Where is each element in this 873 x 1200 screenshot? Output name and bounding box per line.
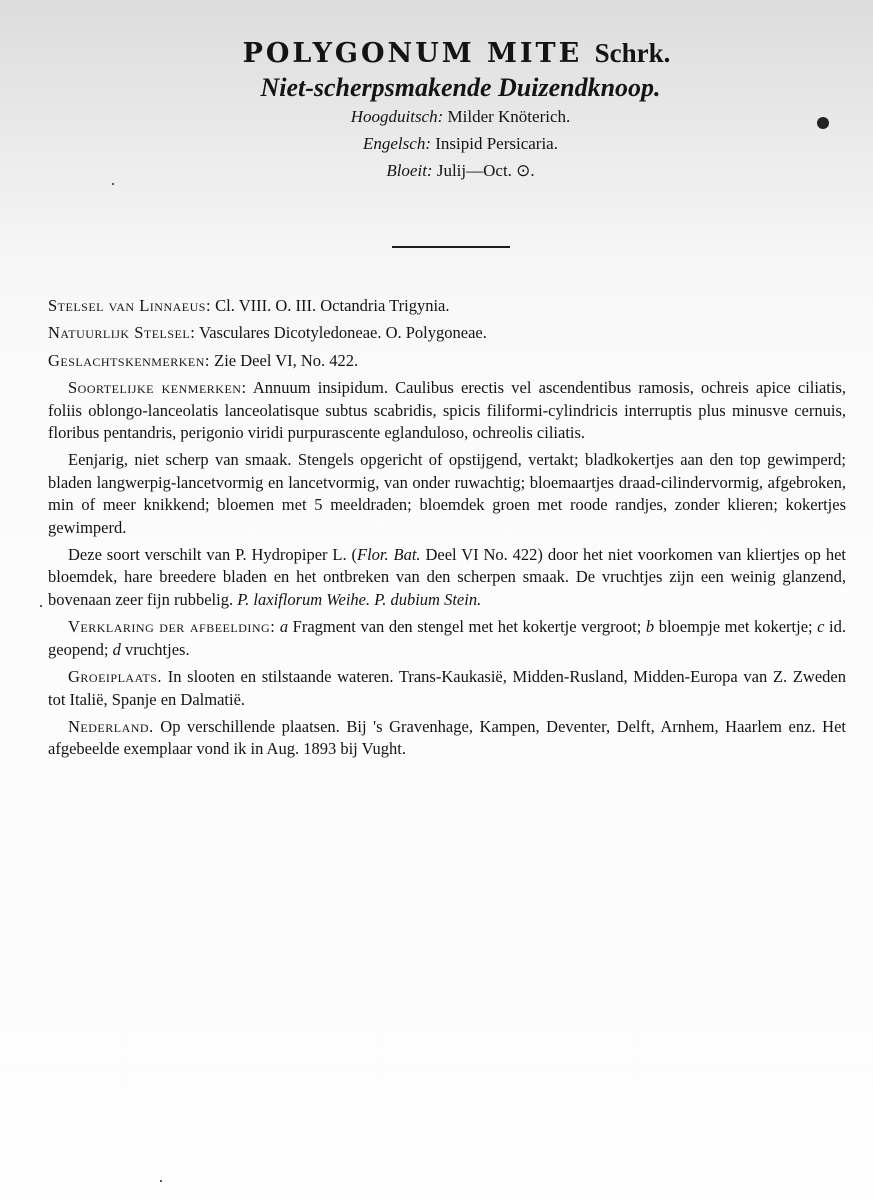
species-authority: Schrk.: [594, 38, 671, 68]
figure-key-d: d: [112, 639, 121, 659]
figure-text-c: id. geopend;: [48, 617, 847, 659]
german-name: Milder Knöterich.: [447, 107, 571, 126]
figure-text-a: Fragment van den stengel met het kokertje vergroot;: [288, 617, 646, 637]
natuurlijk-stelsel-label: Natuurlijk Stelsel:: [48, 323, 196, 343]
species-name: POLYGONUM MITE: [242, 38, 583, 69]
geslachtskenmerken-label: Geslachtskenmerken:: [48, 350, 211, 370]
species-title: [40, 34, 873, 73]
figure-text-d: vruchtjes.: [120, 639, 190, 659]
scan-speck: [160, 1180, 162, 1182]
geslachtskenmerken-text: Zie Deel VI, No. 422.: [214, 350, 359, 370]
dutch-common-name: Niet-scherpsmakende Duizendknoop.: [260, 73, 661, 102]
synonyms: P. laxiflorum Weihe. P. dubium Stein.: [237, 589, 482, 609]
nederland: [48, 716, 846, 761]
natuurlijk-stelsel: [48, 322, 846, 344]
soortelijke-text: Annuum insipidum. Caulibus erectis vel ascendentibus ramosis, ochreis apice ciliatis, foliis oblongo-lanceolatis lanceolatisque subtus scabridis, spicis filiformi-cylindricis interruptis plus minusve cernuis, floribus pentandris, perigonio viridi purpurascente eglanduloso, ochreolis ciliatis.: [48, 378, 847, 443]
divider-rule: [392, 246, 510, 248]
description-paragraph: Eenjarig, niet scherp van smaak. Stengels opgericht of opstijgend, vertakt; bladkokertjes aan den top gewimperd; bladen langwerpig-lancetvormig en lancetvormig, van onder ruwachtig; bloemaartjes draad-cilindervormig, afgebroken, min of meer knikkend; bloemen met 5 meeldraden; bloemdek groen met roode randjes, zonder klieren; kokertjes gewimperd.: [48, 450, 846, 537]
german-name-line: [48, 103, 873, 130]
german-label: Hoogduitsch:: [350, 107, 444, 126]
scan-speck: [112, 183, 114, 185]
groeiplaats-text: In slooten en stilstaande wateren. Trans-Kaukasië, Midden-Rusland, Midden-Europa van Z. Zweden tot Italië, Spanje en Dalmatië.: [48, 667, 846, 709]
flora-reference: Flor. Bat.: [357, 545, 421, 565]
bloom-value: Julij—Oct. ⊙.: [436, 161, 535, 180]
nederland-label: Nederland.: [68, 716, 154, 736]
scan-speck: [817, 117, 829, 129]
verklaring-label: Verklaring der afbeelding:: [68, 617, 276, 637]
figure-key-b: b: [645, 617, 655, 637]
comparison-before: Deze soort verschilt van P. Hydropiper L. (: [68, 545, 357, 565]
bloom-line: [48, 157, 873, 184]
comparison-paragraph: [48, 544, 846, 611]
figure-text-b: bloempje met kokertje;: [654, 617, 818, 637]
body-text: [48, 295, 846, 761]
english-name: Insipid Persicaria.: [435, 134, 558, 153]
geslachtskenmerken: [48, 350, 846, 372]
figure-key-a: a: [279, 617, 289, 637]
english-label: Engelsch:: [363, 134, 431, 153]
groeiplaats-label: Groeiplaats.: [68, 667, 163, 687]
verklaring-afbeelding: [48, 616, 846, 661]
english-name-line: [48, 130, 873, 157]
soortelijke-kenmerken: [48, 377, 846, 444]
bloom-label: Bloeit:: [386, 161, 433, 180]
nederland-text: Op verschillende plaatsen. Bij 's Gravenhage, Kampen, Deventer, Delft, Arnhem, Haarlem enz. Het afgebeelde exemplaar vond ik in Aug. 1893 bij Vught.: [48, 716, 846, 759]
stelsel-linnaeus-label: Stelsel van Linnaeus:: [48, 296, 212, 315]
groeiplaats: [48, 666, 846, 711]
stelsel-linnaeus: [48, 295, 846, 317]
scan-speck: [40, 605, 42, 607]
natuurlijk-stelsel-text: Vasculares Dicotyledoneae. O. Polygoneae.: [199, 323, 487, 343]
figure-key-c: c: [817, 617, 825, 637]
stelsel-linnaeus-text: Cl. VIII. O. III. Octandria Trigynia.: [215, 296, 450, 315]
comparison-after: Deel VI No. 422) door het niet voorkomen van kliertjes op het bloemdek, hare breedere bladen en het ontbreken van den scherpen smaak. De vruchtjes zijn een weinig glanzend, bovenaan zeer fijn rubbelig.: [48, 545, 846, 609]
soortelijke-label: Soortelijke kenmerken:: [68, 378, 247, 398]
header-block: [0, 34, 873, 184]
